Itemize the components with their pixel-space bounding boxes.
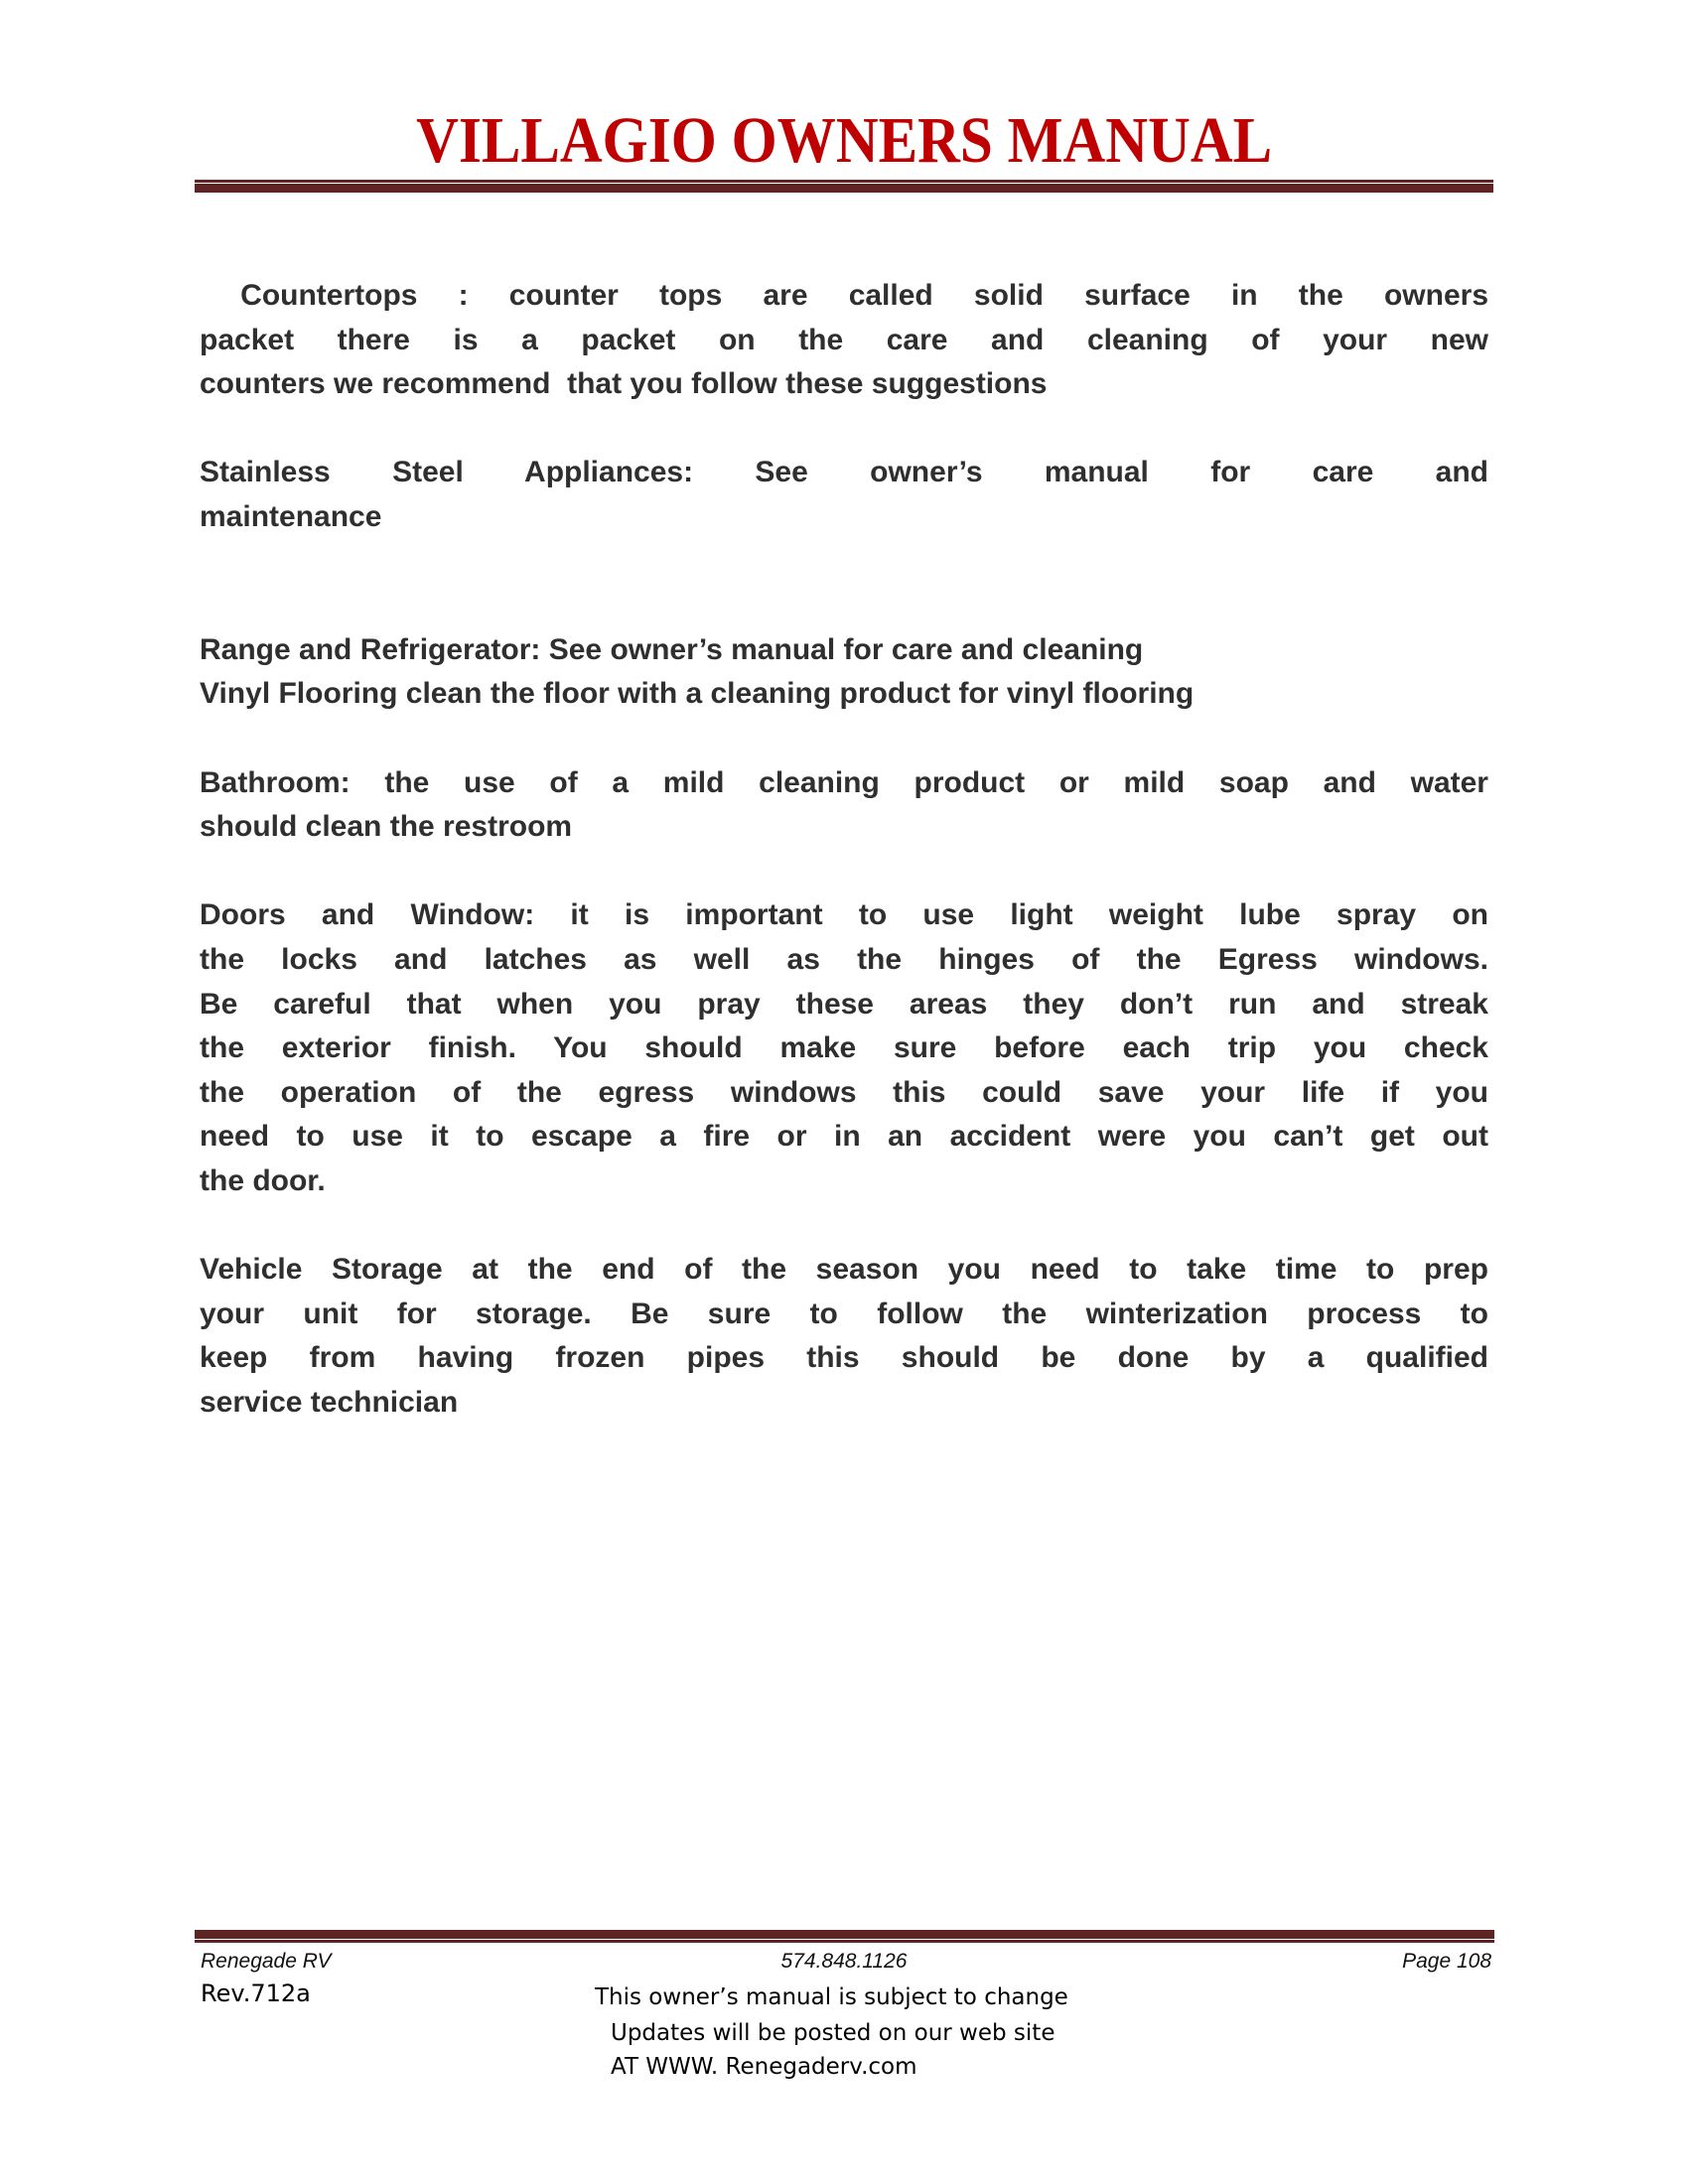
paragraph-vehicle-storage: [200, 1248, 1488, 1425]
header-rule-thin: [195, 180, 1493, 183]
paragraph-gap: [200, 407, 1488, 452]
paragraph-doors-window: [200, 893, 1488, 1203]
paragraph-countertops: [200, 274, 1488, 407]
paragraph-gap: [200, 850, 1488, 894]
text-line: Be careful that when you pray these areas they don’t run and streak: [200, 987, 1488, 1021]
text-line: Doors and Window: it is important to use light weight lube spray on: [200, 898, 1488, 932]
text-line: service technician: [200, 1385, 459, 1419]
text-line: Stainless Steel Appliances: See owner’s manual for care and: [200, 456, 1488, 489]
paragraph-gap: [200, 1203, 1488, 1248]
page-title: VILLAGIO OWNERS MANUAL: [416, 104, 1273, 177]
text-line: need to use it to escape a fire or in an accident were you can’t get out: [200, 1120, 1488, 1154]
footer-notice-line[interactable]: AT WWW. Renegaderv.com: [611, 2054, 917, 2080]
text-line: Vinyl Flooring clean the floor with a cleaning product for vinyl flooring: [200, 677, 1195, 711]
footer-notice-line: This owner’s manual is subject to change: [595, 1984, 1068, 2010]
text-line: counters we recommend that you follow these suggestions: [200, 367, 1048, 401]
text-line: the locks and latches as well as the hinges of the Egress windows.: [200, 942, 1488, 976]
paragraph-gap: [200, 540, 1488, 628]
footer-page-number: Page 108: [1402, 1950, 1491, 1973]
text-line: Vehicle Storage at the end of the season you need to take time to prep: [200, 1253, 1488, 1287]
text-line: packet there is a packet on the care and cleaning of your new: [200, 323, 1488, 356]
paragraph-stainless-steel: [200, 451, 1488, 539]
text-line: the operation of the egress windows this could save your life if you: [200, 1075, 1488, 1109]
paragraph-bathroom: [200, 761, 1488, 850]
text-line: maintenance: [200, 499, 382, 533]
footer-rule-thin: [195, 1940, 1494, 1943]
footer-company: Renegade RV: [201, 1950, 332, 1973]
text-line: Countertops : counter tops are called solid surface in the owners: [200, 279, 1488, 312]
text-line: Bathroom: the use of a mild cleaning product or mild soap and water: [200, 765, 1488, 799]
footer-rule-thick: [195, 1930, 1494, 1939]
paragraph-range-vinyl: [200, 628, 1488, 717]
text-line: Range and Refrigerator: See owner’s manual for care and cleaning: [200, 632, 1144, 666]
text-line: your unit for storage. Be sure to follow the winterization process to: [200, 1297, 1488, 1330]
paragraph-gap: [200, 717, 1488, 761]
text-line: should clean the restroom: [200, 810, 573, 844]
text-line: the door.: [200, 1163, 326, 1197]
manual-body: [200, 274, 1488, 1425]
footer-revision: Rev.712a: [201, 1979, 311, 2007]
footer-notice-line: Updates will be posted on our web site: [611, 2020, 1055, 2046]
header-rule-thick: [195, 184, 1493, 193]
text-line: the exterior finish. You should make sure before each trip you check: [200, 1031, 1488, 1065]
text-line: keep from having frozen pipes this should be done by a qualified: [200, 1341, 1488, 1375]
footer-phone: 574.848.1126: [780, 1950, 908, 1973]
